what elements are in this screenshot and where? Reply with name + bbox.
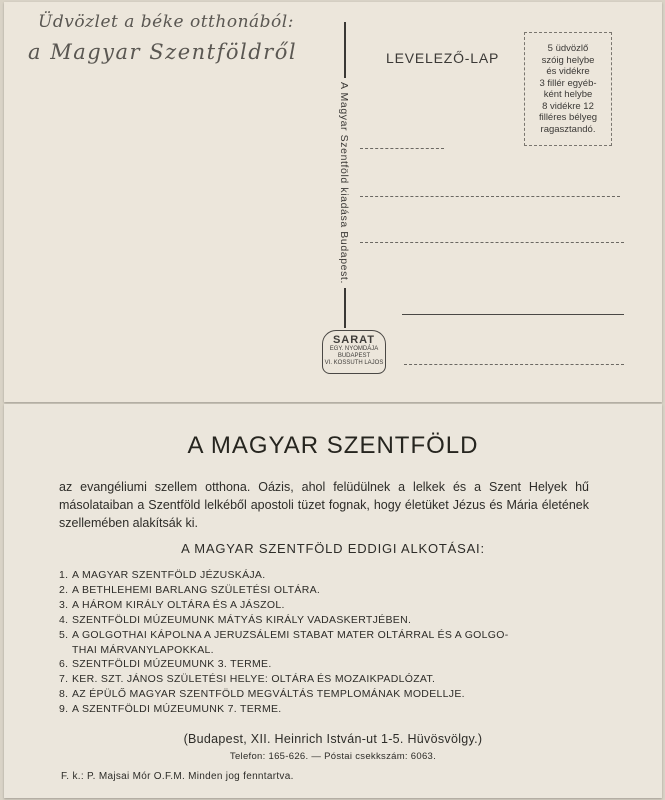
logo-line: VI. KOSSUTH LAJOS (324, 360, 384, 366)
logo-line: EGY. NYOMDÁJA (329, 346, 379, 352)
stamp-line: 8 vidékre 12 (542, 100, 594, 112)
phone-text: Telefon: 165-626. — Póstai csekkszám: 6063. (229, 751, 437, 762)
item-number: 5. (59, 628, 69, 641)
item-number: 2. (59, 583, 69, 596)
address-text: (Budapest, XII. Heinrich István-ut 1-5. Hüvösvölgy.) (183, 732, 483, 746)
stamp-line: ként helybe (543, 89, 593, 100)
item-text: A BETHLEHEMI BARLANG SZÜLETÉSI OLTÁRA. (72, 583, 321, 596)
stamp-line: és vidékre (546, 66, 590, 77)
list-item (59, 598, 619, 613)
printer-logo (322, 330, 386, 374)
divider-line-bottom (344, 288, 346, 328)
stamp-line: 5 üdvözlő (547, 43, 589, 54)
intro-paragraph: az evangéliumi szellem otthona. Oázis, ahol felüdülnek a lelkek és a Szent Helyek hű másolataiban a Szentföld lelkéből apostoli tüzet fognak, hogy életüket Jézus és Mária életének szellemében alakítsák ki. (59, 480, 589, 530)
list-item (59, 628, 619, 658)
editor-text: F. k.: P. Majsai Mór O.F.M. Minden jog fenntartva. (61, 771, 294, 782)
publisher-vertical-text: A Magyar Szentföld kiadása Budapest. (338, 82, 350, 284)
stamp-line: filléres bélyeg (538, 112, 598, 123)
greeting-line-1: Üdvözlet a béke otthonából: (38, 12, 294, 32)
address-line (404, 364, 624, 365)
stamp-line: 3 fillér egyéb- (539, 77, 597, 89)
works-list (59, 568, 619, 717)
item-number: 7. (59, 673, 69, 686)
logo-line: BUDAPEST (337, 353, 371, 359)
postcard-label: LEVELEZŐ-LAP (386, 50, 500, 66)
address-line (360, 196, 620, 197)
address-line (402, 314, 624, 315)
stamp-line: ragasztandó. (540, 123, 596, 135)
item-text: SZENTFÖLDI MÚZEUMUNK 3. TERME. (72, 658, 272, 671)
works-subtitle: A MAGYAR SZENTFÖLD EDDIGI ALKOTÁSAI: (181, 541, 485, 556)
item-number: 6. (59, 658, 69, 671)
address-line (360, 242, 624, 243)
document-title: A MAGYAR SZENTFÖLD (187, 432, 479, 459)
item-text: SZENTFÖLDI MÚZEUMUNK MÁTYÁS KIRÁLY VADASKERTJÉBEN. (72, 613, 412, 626)
item-text: A MAGYAR SZENTFÖLD JÉZUSKÁJA. (72, 569, 266, 581)
item-text: A GOLGOTHAI KÁPOLNA A JERUZSÁLEMI STABAT MATER OLTÁRRAL ÉS A GOLGO- (72, 628, 509, 641)
item-number: 3. (59, 598, 69, 611)
address-line (360, 148, 444, 149)
list-item (59, 568, 619, 583)
stamp-box (524, 32, 612, 146)
logo-line: SARAT (332, 334, 376, 346)
list-item (59, 583, 619, 598)
item-number: 1. (59, 569, 69, 581)
list-item (59, 702, 619, 717)
stamp-line: szóig helybe (541, 54, 595, 66)
postcard-back (4, 404, 662, 798)
item-text: KER. SZT. JÁNOS SZÜLETÉSI HELYE: OLTÁRA ÉS MOZAIKPADLÓZAT. (72, 673, 436, 686)
list-item (59, 687, 619, 702)
item-number: 4. (59, 613, 69, 626)
list-item (59, 613, 619, 628)
list-item (59, 672, 619, 687)
item-number: 8. (59, 688, 69, 701)
item-number: 9. (59, 703, 69, 716)
item-text: AZ ÉPÜLŐ MAGYAR SZENTFÖLD MEGVÁLTÁS TEMPLOMÁNAK MODELLJE. (72, 688, 465, 701)
item-text: A SZENTFÖLDI MÚZEUMUNK 7. TERME. (72, 703, 282, 716)
list-item (59, 657, 619, 672)
item-text: A HÁROM KIRÁLY OLTÁRA ÉS A JÁSZOL. (72, 598, 285, 611)
item-text-continued: THAI MÁRVANYLAPOKKAL. (72, 643, 214, 656)
greeting-line-2: a Magyar Szentföldről (28, 40, 298, 64)
postcard-front (4, 2, 662, 402)
divider-line-top (344, 22, 346, 78)
